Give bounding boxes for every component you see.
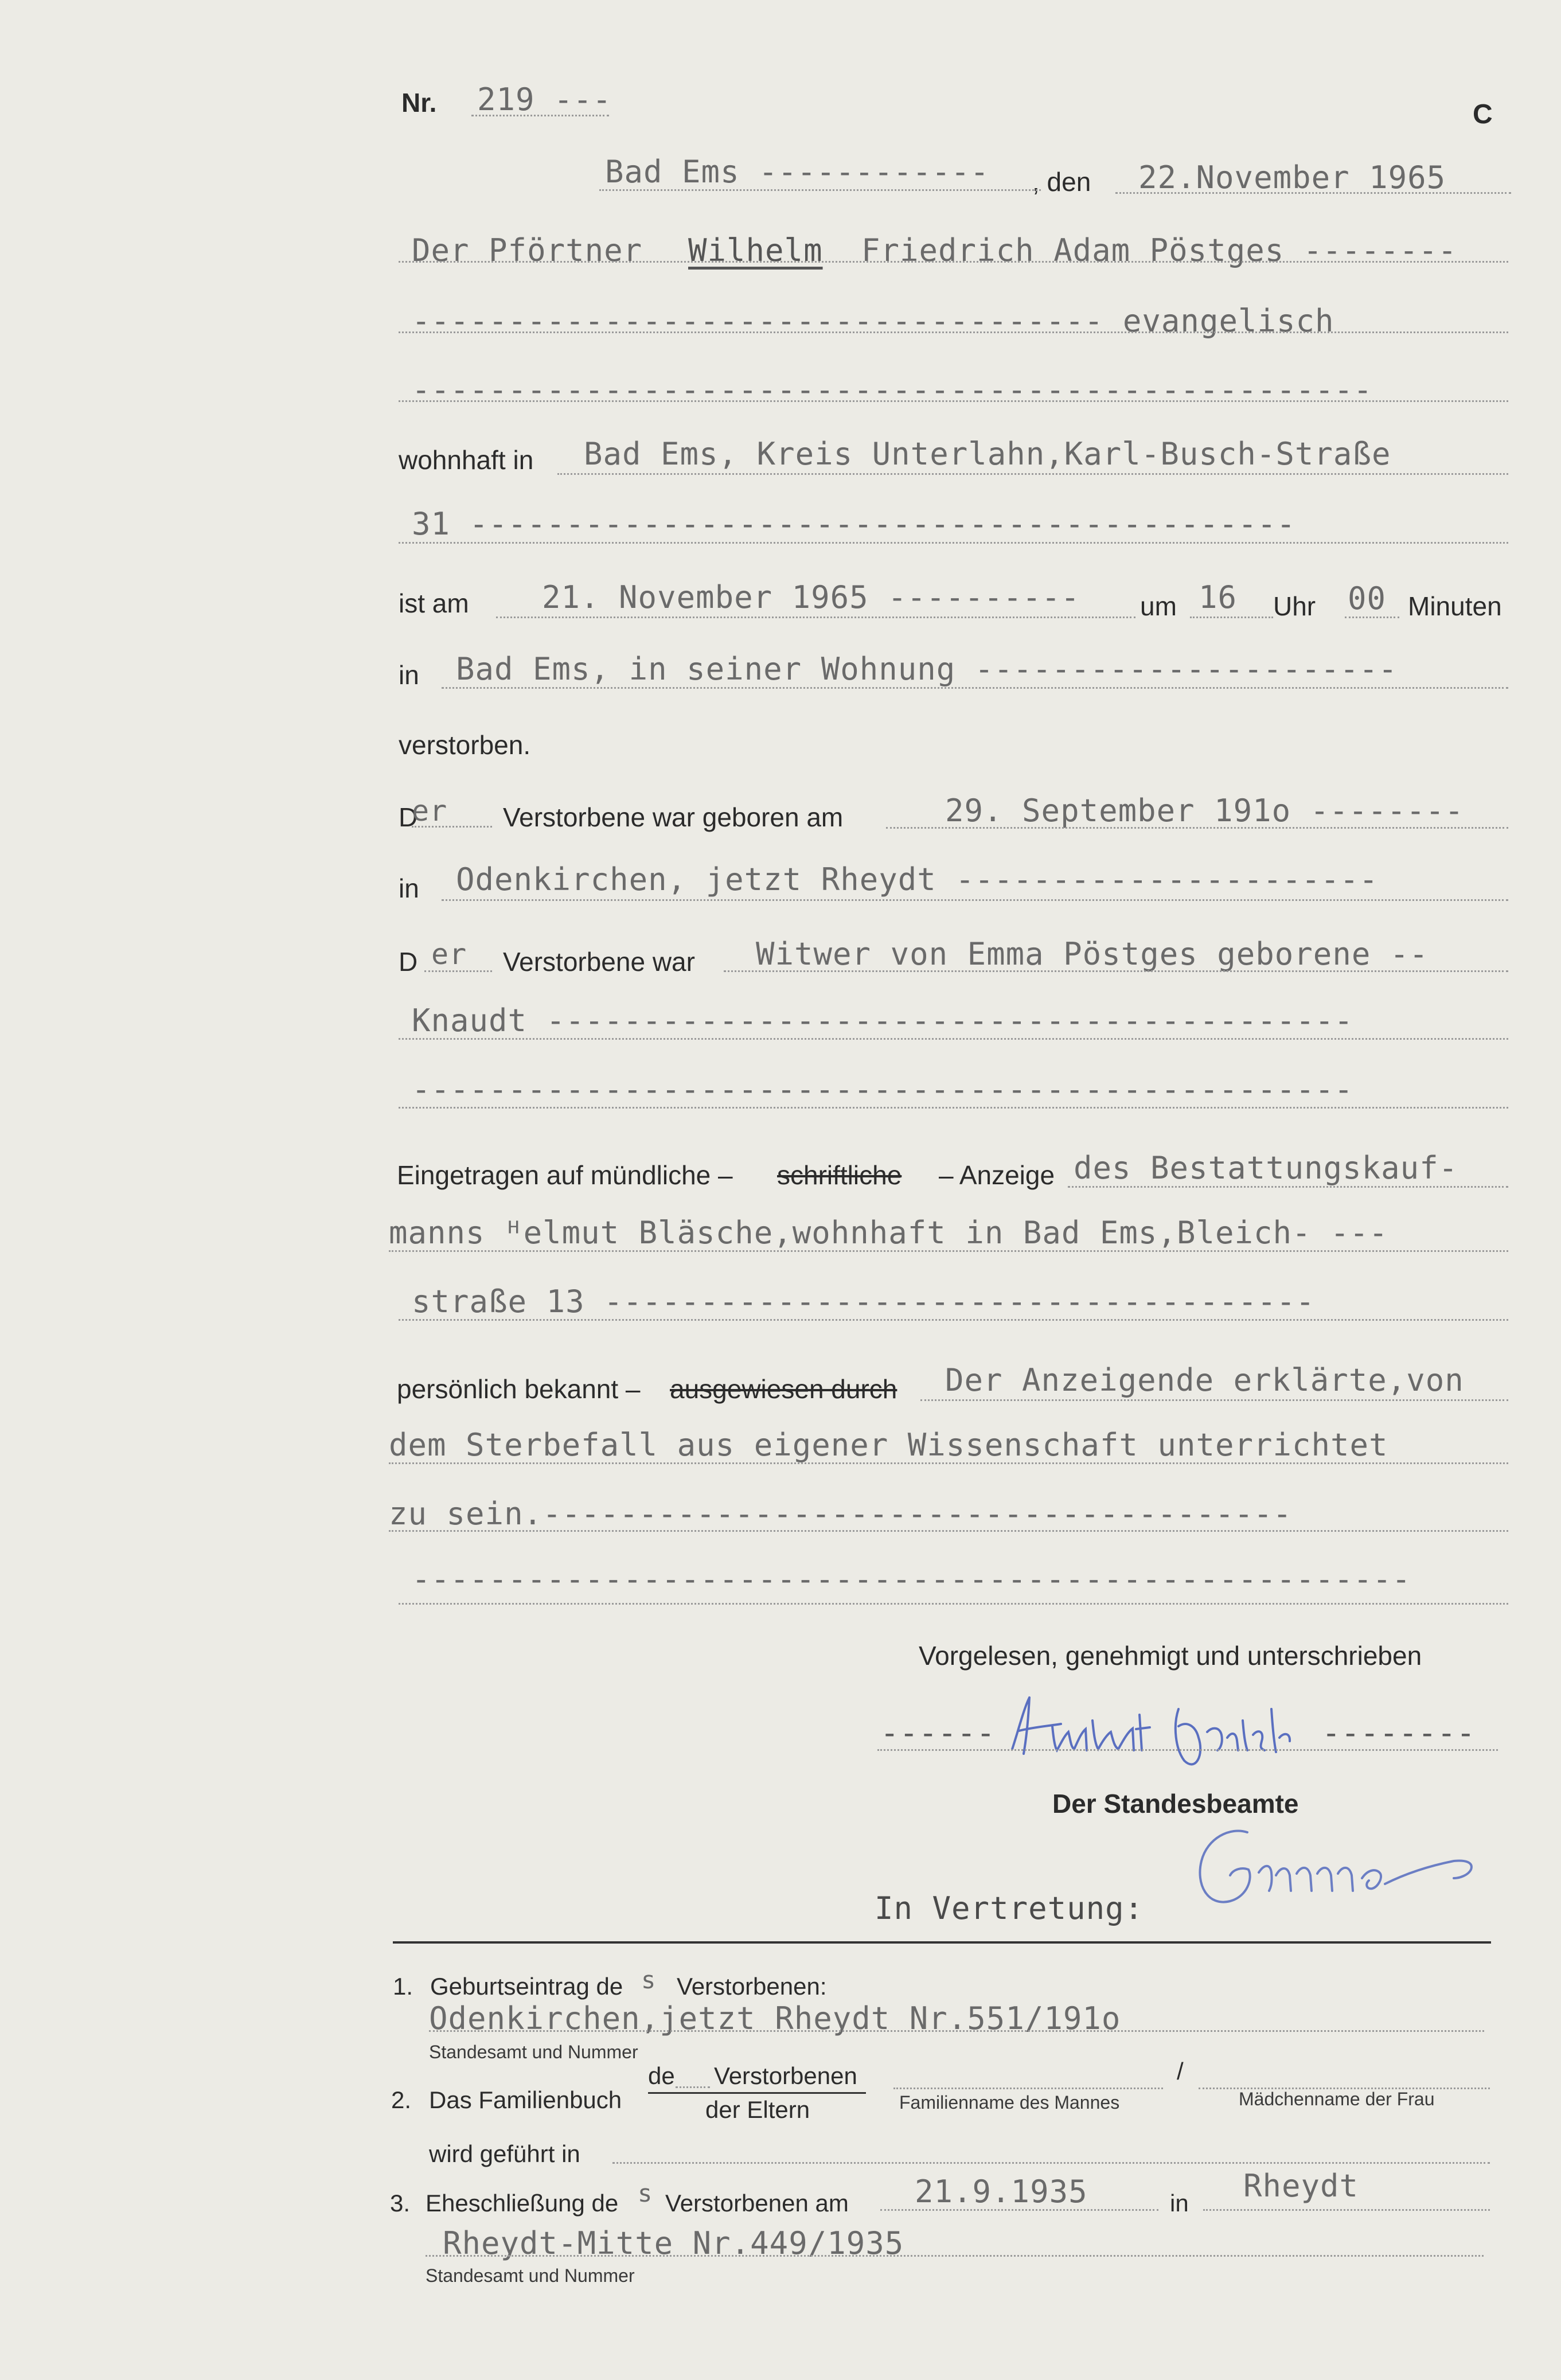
footnote-3-in-label: in [1170,2190,1189,2217]
date-dotline [1115,192,1511,194]
footnote-3-date: 21.9.1935 [915,2174,1088,2210]
den-label: , den [1032,167,1091,197]
identity-label-start: persönlich bekannt – [397,1374,641,1404]
marital-line-3: ------------------------------------------------- [412,1071,1354,1107]
death-hour-value: 16 [1199,579,1238,615]
birth-d-fill: er [412,794,448,828]
registration-dotline-3 [399,1319,1508,1321]
person-dotline-1 [399,261,1508,263]
footnote-3-dotline [426,2255,1484,2257]
footnote-2-kept-dotline [612,2162,1490,2164]
person-dotline-3 [399,400,1508,402]
place-value: Bad Ems ------------ [605,154,990,190]
read-approved-label: Vorgelesen, genehmigt und unterschrieben [919,1641,1422,1671]
marital-dotline-1 [724,970,1508,972]
corner-mark: C [1473,99,1493,130]
registration-dotline-2 [389,1250,1508,1252]
marital-dotline-3 [399,1107,1508,1109]
in-vertretung-label: In Vertretung: [875,1890,1144,1926]
death-minutes-value: 00 [1348,580,1387,617]
birth-date-value: 29. September 191o -------- [945,793,1464,829]
footnote-2-number: 2. [391,2086,412,2113]
person-line-2: ------------------------------------ evangelisch [412,303,1334,339]
birth-place-value: Odenkirchen, jetzt Rheydt ---------------------- [456,861,1379,898]
section-divider [393,1941,1491,1944]
registration-label-struck: schriftliche [777,1160,902,1190]
registrar-label: Der Standesbeamte [1052,1789,1299,1819]
signature-dotline [877,1749,1498,1751]
nr-value: 219 --- [477,81,612,118]
footnote-1-value: Odenkirchen,jetzt Rheydt Nr.551/191o [429,2000,1121,2036]
death-um-label: um [1140,591,1177,621]
registration-dotline-1 [1068,1186,1508,1188]
residence-dotline-2 [399,542,1508,544]
footnote-1-label-b: Verstorbenen: [677,1973,827,2000]
identity-label-struck: ausgewiesen durch [670,1374,897,1404]
marital-d-label: D [399,947,418,977]
identity-line-1: Der Anzeigende erklärte,von [945,1362,1464,1398]
date-value: 22.November 1965 [1138,159,1446,196]
person-dotline-2 [399,331,1508,333]
informant-signature [1006,1686,1316,1772]
identity-dotline-3 [389,1530,1508,1532]
marital-label: Verstorbene war [503,947,695,977]
footnote-3-label-a: Eheschließung de [426,2190,619,2217]
signature-dashes-left: ------ [880,1715,996,1751]
person-line-1-rest: Friedrich Adam Pöstges -------- [861,232,1457,268]
footnote-1-fill: s [641,1966,657,1994]
verstorben-label: verstorben. [399,730,531,760]
nr-dotline [471,115,609,116]
death-minutes-dotline [1345,617,1399,618]
person-line-1-prefix: Der Pförtner [412,232,643,268]
person-line-1-firstname: Wilhelm [688,232,823,268]
marital-line-2: Knaudt ------------------------------------------ [412,1002,1354,1039]
residence-line-2: 31 ------------------------------------------- [412,506,1296,542]
birth-date-dotline [886,827,1508,829]
footnote-3-number: 3. [390,2190,411,2217]
footnote-1-sub: Standesamt und Nummer [429,2042,638,2062]
birth-label: Verstorbene war geboren am [503,802,844,832]
birth-place-dotline [442,899,1508,901]
identity-line-3: zu sein.--------------------------------------- [389,1496,1293,1532]
birth-d-label: D [399,802,418,832]
footnote-3-fill: s [638,2179,653,2207]
birth-place-label: in [399,873,419,903]
footnote-3-place: Rheydt [1243,2168,1359,2204]
footnote-1-label-a: Geburtseintrag de [430,1973,623,2000]
residence-label: wohnhaft in [399,445,534,475]
death-minutes-label: Minuten [1408,591,1502,621]
footnote-2-slash: / [1177,2058,1184,2085]
registration-line-1: des Bestattungskauf- [1074,1150,1458,1186]
residence-line-1: Bad Ems, Kreis Unterlahn,Karl-Busch-Straße [584,436,1391,472]
registration-label-end: – Anzeige [939,1160,1055,1190]
footnote-3-value: Rheydt-Mitte Nr.449/1935 [443,2225,904,2261]
identity-line-4: ---------------------------------------------------- [412,1561,1411,1597]
death-place-label: in [399,660,419,690]
marital-line-1: Witwer von Emma Pöstges geborene -- [756,936,1429,972]
identity-dotline-1 [920,1399,1508,1401]
marital-dotline-2 [399,1038,1508,1040]
death-date-dotline [496,617,1135,618]
marital-d-dotline [424,970,492,972]
footnote-3-sub: Standesamt und Nummer [426,2265,635,2286]
death-hour-dotline [1190,617,1273,618]
footnote-2-label: Das Familienbuch [429,2086,622,2113]
footnote-2-top-a: de [648,2062,675,2089]
footnote-2-fraction-bar [648,2092,866,2094]
footnote-2-husband-dotline [893,2088,1163,2089]
death-place-value: Bad Ems, in seiner Wohnung ---------------------- [456,651,1398,687]
person-line-3: -------------------------------------------------- [412,372,1373,408]
footnote-1-number: 1. [393,1973,413,2000]
residence-dotline-1 [557,473,1508,475]
birth-d-dotline [412,826,492,828]
registrar-signature [1184,1821,1505,1918]
death-date-value: 21. November 1965 ---------- [542,579,1080,615]
identity-line-2: dem Sterbefall aus eigener Wissenschaft unterrichtet [389,1427,1388,1463]
identity-dotline-2 [389,1462,1508,1464]
footnote-2-wife-label: Mädchenname der Frau [1239,2089,1435,2109]
death-uhr-label: Uhr [1273,591,1316,621]
death-date-label: ist am [399,588,469,618]
footnote-2-husband-label: Familienname des Mannes [899,2092,1120,2113]
nr-label: Nr. [401,88,437,118]
footnote-2-top-b: Verstorbenen [714,2062,857,2089]
footnote-3-place-dotline [1203,2209,1490,2211]
death-place-dotline [442,687,1508,689]
registration-line-3: straße 13 ------------------------------------- [412,1283,1316,1320]
footnote-2-top-dotline [676,2086,710,2088]
marital-d-fill: er [431,938,467,971]
place-dotline [599,189,1041,191]
registration-line-2: manns ᴴelmut Bläsche,wohnhaft in Bad Ems,Bleich- --- [389,1215,1388,1251]
footnote-3-label-b: Verstorbenen am [665,2190,849,2217]
footnote-1-dotline [429,2030,1484,2032]
identity-dotline-4 [399,1603,1508,1605]
footnote-2-kept-label: wird geführt in [429,2140,580,2167]
footnote-2-bottom: der Eltern [705,2096,810,2123]
registration-label-start: Eingetragen auf mündliche – [397,1160,733,1190]
signature-dashes-right: -------- [1322,1715,1476,1751]
